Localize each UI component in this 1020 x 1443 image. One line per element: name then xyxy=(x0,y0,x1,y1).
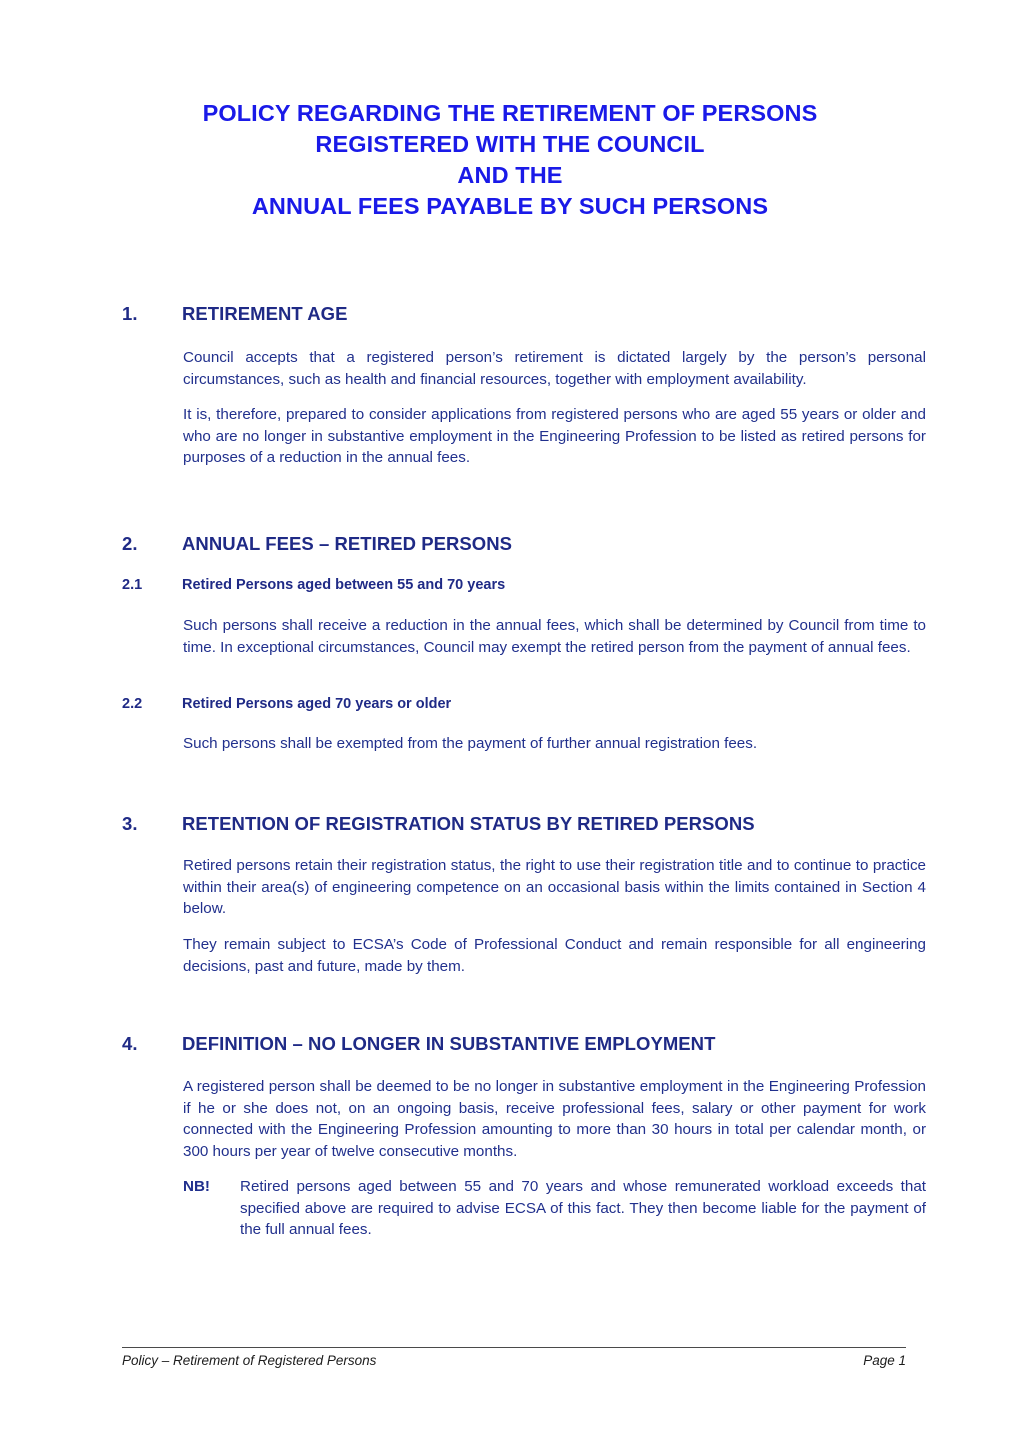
subsection-2-2-paragraph-1: Such persons shall be exempted from the payment of further annual registration fees. xyxy=(183,735,758,752)
section-1-heading-text: RETIREMENT AGE xyxy=(182,303,348,324)
subsection-2-1-paragraph-1-wrap xyxy=(183,615,926,658)
document-title-line-4: ANNUAL FEES PAYABLE BY SUCH PERSONS xyxy=(251,193,769,219)
subsection-2-2-paragraph-1-wrap xyxy=(183,733,926,755)
section-4-paragraph-1-wrap xyxy=(183,1076,926,1162)
document-title-line-1: POLICY REGARDING THE RETIREMENT OF PERSONS xyxy=(202,100,818,126)
section-3-number: 3. xyxy=(122,813,138,834)
section-4-number: 4. xyxy=(122,1033,138,1054)
section-4-note-text: Retired persons aged between 55 and 70 years and whose remunerated workload exceeds that specified above are required to advise ECSA of this fact. They then become liable for the payment of the full annual fees. xyxy=(240,1178,926,1238)
section-4-note-label: NB! xyxy=(183,1178,210,1195)
subsection-2-2 xyxy=(122,694,926,714)
subsection-2-1-number: 2.1 xyxy=(122,577,143,593)
subsection-2-1-heading-text: Retired Persons aged between 55 and 70 years xyxy=(182,577,506,593)
section-2-number: 2. xyxy=(122,533,138,554)
footer-page-number: Page 1 xyxy=(863,1353,906,1368)
section-1-heading xyxy=(122,302,926,326)
subsection-2-2-heading-text: Retired Persons aged 70 years or older xyxy=(182,696,452,712)
section-3-heading xyxy=(122,812,926,836)
section-1 xyxy=(122,302,926,326)
document-title-line-2: REGISTERED WITH THE COUNCIL xyxy=(315,131,705,157)
section-4 xyxy=(122,1032,926,1056)
section-4-note xyxy=(183,1176,926,1241)
subsection-2-2-heading xyxy=(122,694,926,714)
page-footer xyxy=(122,1347,906,1370)
section-3 xyxy=(122,812,926,836)
section-1-paragraph-1-wrap xyxy=(183,347,926,390)
section-3-paragraph-1-wrap xyxy=(183,855,926,920)
subsection-2-2-number: 2.2 xyxy=(122,696,143,712)
section-4-heading-text: DEFINITION – NO LONGER IN SUBSTANTIVE EMPLOYMENT xyxy=(182,1033,716,1054)
document-title-line-3: AND THE xyxy=(457,162,563,188)
section-4-paragraph-1: A registered person shall be deemed to be no longer in substantive employment in the Engineering Profession if he or she does not, on an ongoing basis, receive professional fees, salary or other payment for work connected with the Engineering Profession amounting to more than 30 hours in total per calendar month, or 300 hours per year of twelve consecutive months. xyxy=(183,1078,926,1160)
section-1-paragraph-1: Council accepts that a registered person’s retirement is dictated largely by the person’s personal circumstances, such as health and financial resources, together with employment availability. xyxy=(183,349,926,388)
section-4-heading xyxy=(122,1032,926,1056)
section-1-paragraph-2-wrap xyxy=(183,404,926,469)
section-3-paragraph-2: They remain subject to ECSA’s Code of Professional Conduct and remain responsible for all engineering decisions, past and future, made by them. xyxy=(183,936,926,975)
section-3-paragraph-1: Retired persons retain their registration status, the right to use their registration title and to continue to practice within their area(s) of engineering competence on an occasional basis within the limits contained in Section 4 below. xyxy=(183,857,926,917)
section-1-paragraph-2: It is, therefore, prepared to consider applications from registered persons who are aged 55 years or older and who are no longer in substantive employment in the Engineering Profession to be listed as retired persons for purposes of a reduction in the annual fees. xyxy=(183,406,926,466)
subsection-2-1-heading xyxy=(122,575,926,595)
section-2-heading xyxy=(122,532,926,556)
section-1-number: 1. xyxy=(122,303,138,324)
section-3-heading-text: RETENTION OF REGISTRATION STATUS BY RETIRED PERSONS xyxy=(182,813,755,834)
subsection-2-1 xyxy=(122,575,926,595)
document-title xyxy=(122,98,898,222)
footer-document-name: Policy – Retirement of Registered Persons xyxy=(122,1353,377,1368)
section-3-paragraph-2-wrap xyxy=(183,934,926,977)
section-2-heading-text: ANNUAL FEES – RETIRED PERSONS xyxy=(182,533,513,554)
section-2 xyxy=(122,532,926,556)
subsection-2-1-paragraph-1: Such persons shall receive a reduction in the annual fees, which shall be determined by Council from time to time. In exceptional circumstances, Council may exempt the retired person from the payment of annual fees. xyxy=(183,617,926,656)
footer-row xyxy=(122,1352,906,1370)
footer-divider xyxy=(122,1347,906,1348)
